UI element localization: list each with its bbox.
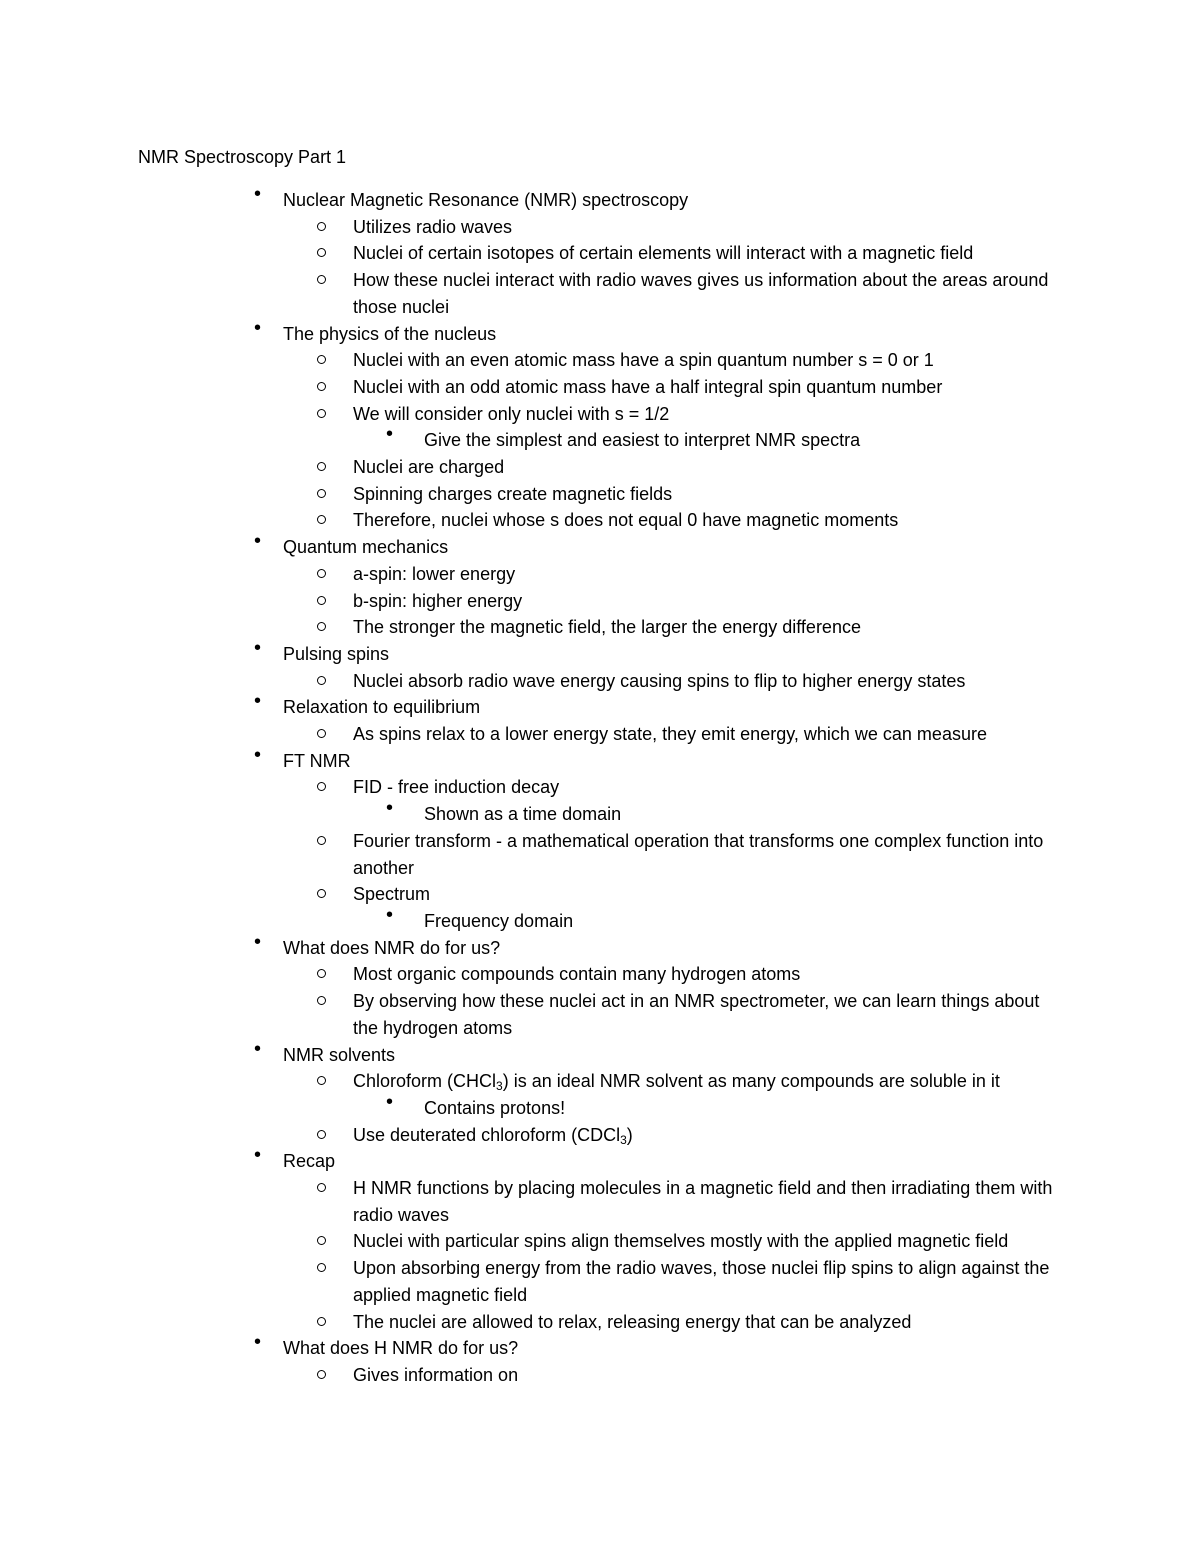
hollow-bullet-icon — [317, 596, 326, 605]
bullet-icon: • — [254, 636, 262, 659]
hollow-bullet-icon — [317, 1130, 326, 1139]
hollow-bullet-icon — [317, 515, 326, 524]
list-item — [0, 721, 1200, 748]
hollow-bullet-icon — [317, 569, 326, 578]
list-item — [0, 267, 1200, 320]
list-item — [0, 930, 1200, 962]
hollow-bullet-icon — [317, 729, 326, 738]
list-item-text: H NMR functions by placing molecules in a magnetic field and then irradiating them with radio waves — [353, 1178, 1053, 1225]
text-run: ) — [626, 1124, 633, 1145]
list-item — [0, 507, 1200, 534]
list-item — [0, 401, 1200, 428]
list-item-text: By observing how these nuclei act in an NMR spectrometer, we can learn things about the hydrogen atoms — [353, 991, 1040, 1038]
hollow-bullet-icon — [317, 222, 326, 231]
bullet-icon: • — [254, 743, 262, 766]
list-item-text: Utilizes radio waves — [353, 216, 513, 237]
hollow-bullet-icon — [317, 248, 326, 257]
list-item-text: b-spin: higher energy — [353, 590, 523, 611]
subscript-text: 3 — [620, 1132, 627, 1147]
list-item-text: Contains protons! — [424, 1097, 566, 1118]
list-item-text: Relaxation to equilibrium — [283, 697, 481, 718]
list-item-text: Therefore, nuclei whose s does not equal 0 have magnetic moments — [353, 510, 899, 531]
list-item — [0, 1068, 1200, 1095]
list-item — [0, 1037, 1200, 1069]
list-item-text: Upon absorbing energy from the radio waves, those nuclei flip spins to align against the applied magnetic field — [353, 1258, 1050, 1305]
hollow-bullet-icon — [317, 1263, 326, 1272]
list-item-text: Nuclear Magnetic Resonance (NMR) spectroscopy — [283, 190, 689, 210]
list-item-text: The physics of the nucleus — [283, 323, 497, 344]
subscript-text: 3 — [496, 1079, 503, 1094]
list-item — [0, 881, 1200, 908]
list-item-text: Nuclei are charged — [353, 457, 505, 478]
list-item-text: Nuclei with an even atomic mass have a spin quantum number s = 0 or 1 — [353, 350, 934, 371]
list-item-text: How these nuclei interact with radio waves gives us information about the areas around those nuclei — [353, 270, 1049, 317]
list-item — [0, 1175, 1200, 1228]
list-item-text: Most organic compounds contain many hydrogen atoms — [353, 964, 801, 985]
hollow-bullet-icon — [317, 889, 326, 898]
list-item — [0, 614, 1200, 641]
hollow-bullet-icon — [317, 969, 326, 978]
list-item — [0, 828, 1200, 881]
list-item — [0, 183, 1200, 214]
hollow-bullet-icon — [317, 275, 326, 284]
list-item-text: What does H NMR do for us? — [283, 1338, 519, 1359]
list-item-text: Shown as a time domain — [424, 804, 622, 825]
bullet-icon: • — [254, 316, 262, 339]
list-item-text: What does NMR do for us? — [283, 937, 501, 958]
list-item-text: a-spin: lower energy — [353, 563, 516, 584]
hollow-bullet-icon — [317, 782, 326, 791]
list-item-text — [353, 1068, 1053, 1095]
hollow-bullet-icon — [317, 676, 326, 685]
list-item-text: Nuclei absorb radio wave energy causing spins to flip to higher energy states — [353, 670, 966, 691]
list-item — [0, 1122, 1200, 1149]
list-item-text: Nuclei of certain isotopes of certain elements will interact with a magnetic field — [353, 243, 974, 264]
list-item-text: Spectrum — [353, 884, 431, 905]
list-item — [0, 743, 1200, 775]
list-item-text: Nuclei with particular spins align themselves mostly with the applied magnetic field — [353, 1231, 1009, 1252]
bullet-icon: • — [254, 183, 262, 205]
list-item-text: Give the simplest and easiest to interpret NMR spectra — [424, 430, 861, 451]
hollow-bullet-icon — [317, 1370, 326, 1379]
list-item — [0, 1228, 1200, 1255]
list-item — [0, 903, 1200, 935]
bullet-icon: • — [254, 930, 262, 953]
list-item — [0, 1331, 1200, 1362]
list-item — [0, 1255, 1200, 1308]
list-item — [0, 1090, 1200, 1122]
hollow-bullet-icon — [317, 1317, 326, 1326]
list-item-text: We will consider only nuclei with s = 1/2 — [353, 403, 670, 424]
list-item-text: Pulsing spins — [283, 643, 390, 664]
list-item-text: Fourier transform - a mathematical operation that transforms one complex function into another — [353, 830, 1044, 878]
list-item — [0, 481, 1200, 508]
list-item — [0, 668, 1200, 695]
text-run: ) is an ideal NMR solvent as many compounds are soluble in it — [502, 1071, 1000, 1092]
list-item — [0, 423, 1200, 454]
list-item — [0, 1362, 1200, 1389]
hollow-bullet-icon — [317, 409, 326, 418]
hollow-bullet-icon — [317, 462, 326, 471]
text-run: Chloroform (CHCl — [353, 1071, 497, 1092]
list-item — [0, 636, 1200, 668]
page-title: NMR Spectroscopy Part 1 — [138, 147, 347, 167]
bullet-icon: • — [386, 1090, 394, 1113]
bullet-icon: • — [386, 797, 394, 820]
list-item — [0, 588, 1200, 615]
hollow-bullet-icon — [317, 1183, 326, 1192]
bullet-outline — [0, 183, 1200, 1389]
list-item-text: As spins relax to a lower energy state, they emit energy, which we can measure — [353, 724, 987, 745]
bullet-icon: • — [386, 903, 394, 926]
list-item-text: The nuclei are allowed to relax, releasing energy that can be analyzed — [353, 1311, 912, 1332]
list-item-text: The stronger the magnetic field, the larger the energy difference — [353, 617, 861, 638]
list-item — [0, 690, 1200, 721]
list-item-text — [353, 1122, 1053, 1149]
list-item-text: Recap — [283, 1151, 336, 1172]
list-item — [0, 454, 1200, 481]
list-item-text: Gives information on — [353, 1364, 519, 1385]
list-item — [0, 1309, 1200, 1336]
hollow-bullet-icon — [317, 622, 326, 631]
list-item-text: Nuclei with an odd atomic mass have a half integral spin quantum number — [353, 376, 943, 397]
list-item — [0, 214, 1200, 241]
list-item-text: FT NMR — [283, 750, 351, 771]
list-item-text: NMR solvents — [283, 1044, 396, 1065]
list-item-text: FID - free induction decay — [353, 777, 560, 798]
list-item-text: Spinning charges create magnetic fields — [353, 483, 673, 504]
hollow-bullet-icon — [317, 489, 326, 498]
list-item — [0, 240, 1200, 267]
list-item — [0, 316, 1200, 348]
hollow-bullet-icon — [317, 836, 326, 845]
list-item — [0, 797, 1200, 828]
hollow-bullet-icon — [317, 1236, 326, 1245]
bullet-icon: • — [254, 530, 262, 553]
list-item — [0, 961, 1200, 988]
hollow-bullet-icon — [317, 1076, 326, 1085]
bullet-icon: • — [254, 1037, 262, 1060]
list-item — [0, 988, 1200, 1041]
list-item — [0, 1144, 1200, 1175]
list-item — [0, 530, 1200, 561]
list-item — [0, 561, 1200, 588]
bullet-icon: • — [254, 1331, 262, 1354]
list-item-text: Frequency domain — [424, 910, 574, 931]
bullet-icon: • — [254, 1144, 262, 1167]
text-run: Use deuterated chloroform (CDCl — [353, 1124, 621, 1145]
bullet-icon: • — [254, 690, 262, 713]
list-item — [0, 774, 1200, 801]
hollow-bullet-icon — [317, 382, 326, 391]
list-item — [0, 347, 1200, 374]
list-item-text: Quantum mechanics — [283, 537, 449, 558]
hollow-bullet-icon — [317, 996, 326, 1005]
hollow-bullet-icon — [317, 355, 326, 364]
list-item — [0, 374, 1200, 401]
bullet-icon: • — [386, 423, 394, 446]
